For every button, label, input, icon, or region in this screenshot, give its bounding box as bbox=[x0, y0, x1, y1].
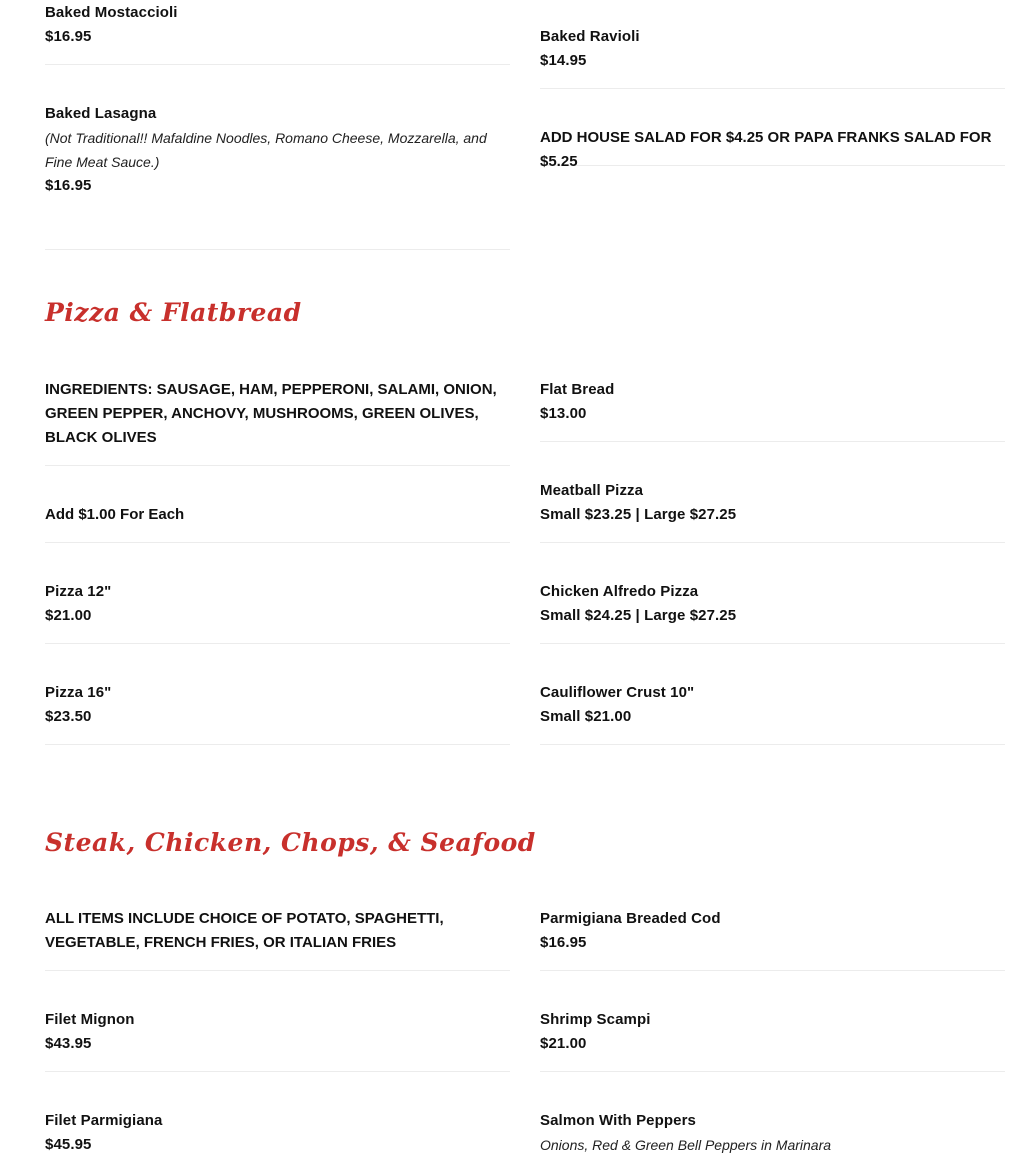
menu-item-price: Small $21.00 bbox=[540, 708, 632, 725]
menu-item-name: Filet Parmigiana bbox=[45, 1112, 163, 1129]
menu-item-price: $13.00 bbox=[540, 405, 587, 422]
steak-left-column bbox=[45, 907, 510, 1172]
pizza-ingredients-note: INGREDIENTS: SAUSAGE, HAM, PEPPERONI, SALAMI, ONION, GREEN PEPPER, ANCHOVY, MUSHROOMS, GREEN OLIVES, BLACK OLIVES bbox=[45, 381, 497, 446]
menu-item bbox=[540, 1072, 1005, 1172]
menu-item bbox=[540, 907, 1005, 971]
menu-item-price: $43.95 bbox=[45, 1035, 92, 1052]
menu-item-price: Small $24.25 | Large $27.25 bbox=[540, 607, 737, 624]
menu-item bbox=[540, 543, 1005, 644]
section-title-steak: Steak, Chicken, Chops, & Seafood bbox=[45, 828, 536, 857]
menu-item-name: Pizza 16" bbox=[45, 684, 112, 701]
menu-item bbox=[45, 543, 510, 644]
menu-item-name: Filet Mignon bbox=[45, 1011, 135, 1028]
menu-item bbox=[540, 25, 1005, 89]
menu-item-name: Baked Mostaccioli bbox=[45, 4, 178, 21]
steak-right-column bbox=[540, 907, 1005, 1172]
menu-note bbox=[45, 466, 510, 543]
menu-item-name: Shrimp Scampi bbox=[540, 1011, 651, 1028]
pasta-right-column bbox=[540, 25, 1005, 170]
menu-item-name: Baked Ravioli bbox=[540, 28, 640, 45]
menu-item-name: Flat Bread bbox=[540, 381, 615, 398]
pizza-left-column bbox=[45, 378, 510, 745]
section-title-pizza: Pizza & Flatbread bbox=[45, 298, 302, 327]
menu-item bbox=[540, 378, 1005, 442]
menu-item bbox=[45, 1, 510, 65]
menu-item bbox=[540, 644, 1005, 745]
menu-item-price: $45.95 bbox=[45, 1136, 92, 1153]
menu-note bbox=[45, 378, 510, 466]
menu-item bbox=[45, 1072, 510, 1172]
menu-item-description: Onions, Red & Green Bell Peppers in Marinara bbox=[540, 1137, 832, 1153]
menu-item-name: Salmon With Peppers bbox=[540, 1112, 696, 1129]
menu-item-name: Pizza 12" bbox=[45, 583, 112, 600]
menu-note bbox=[540, 89, 1005, 170]
menu-item bbox=[45, 65, 510, 250]
menu-item-price: $14.95 bbox=[540, 52, 587, 69]
salad-addon-note: ADD HOUSE SALAD FOR $4.25 OR PAPA FRANKS SALAD FOR $5.25 bbox=[540, 129, 992, 170]
menu-item-price: $16.95 bbox=[45, 28, 92, 45]
topping-price-note: Add $1.00 For Each bbox=[45, 506, 185, 523]
menu-item bbox=[540, 442, 1005, 543]
menu-item-name: Cauliflower Crust 10" bbox=[540, 684, 695, 701]
sides-included-note: ALL ITEMS INCLUDE CHOICE OF POTATO, SPAGHETTI, VEGETABLE, FRENCH FRIES, OR ITALIAN FRIES bbox=[45, 910, 444, 951]
menu-item-description: (Not Traditional!! Mafaldine Noodles, Romano Cheese, Mozzarella, and Fine Meat Sauce.) bbox=[45, 130, 487, 170]
menu-item-name: Baked Lasagna bbox=[45, 105, 157, 122]
menu-note bbox=[45, 907, 510, 971]
menu-item bbox=[540, 971, 1005, 1072]
pasta-left-column bbox=[45, 1, 510, 250]
menu-item-price: $16.95 bbox=[45, 177, 92, 194]
menu-item-name: Chicken Alfredo Pizza bbox=[540, 583, 699, 600]
menu-item bbox=[45, 971, 510, 1072]
pizza-right-column bbox=[540, 378, 1005, 745]
menu-item-price: $16.95 bbox=[540, 934, 587, 951]
menu-item-name: Meatball Pizza bbox=[540, 482, 644, 499]
menu-item-price: $21.00 bbox=[540, 1035, 587, 1052]
menu-item-price: $21.00 bbox=[45, 607, 92, 624]
menu-item-name: Parmigiana Breaded Cod bbox=[540, 910, 721, 927]
menu-item-price: $23.50 bbox=[45, 708, 92, 725]
menu-item-price: Small $23.25 | Large $27.25 bbox=[540, 506, 737, 523]
menu-item bbox=[45, 644, 510, 745]
